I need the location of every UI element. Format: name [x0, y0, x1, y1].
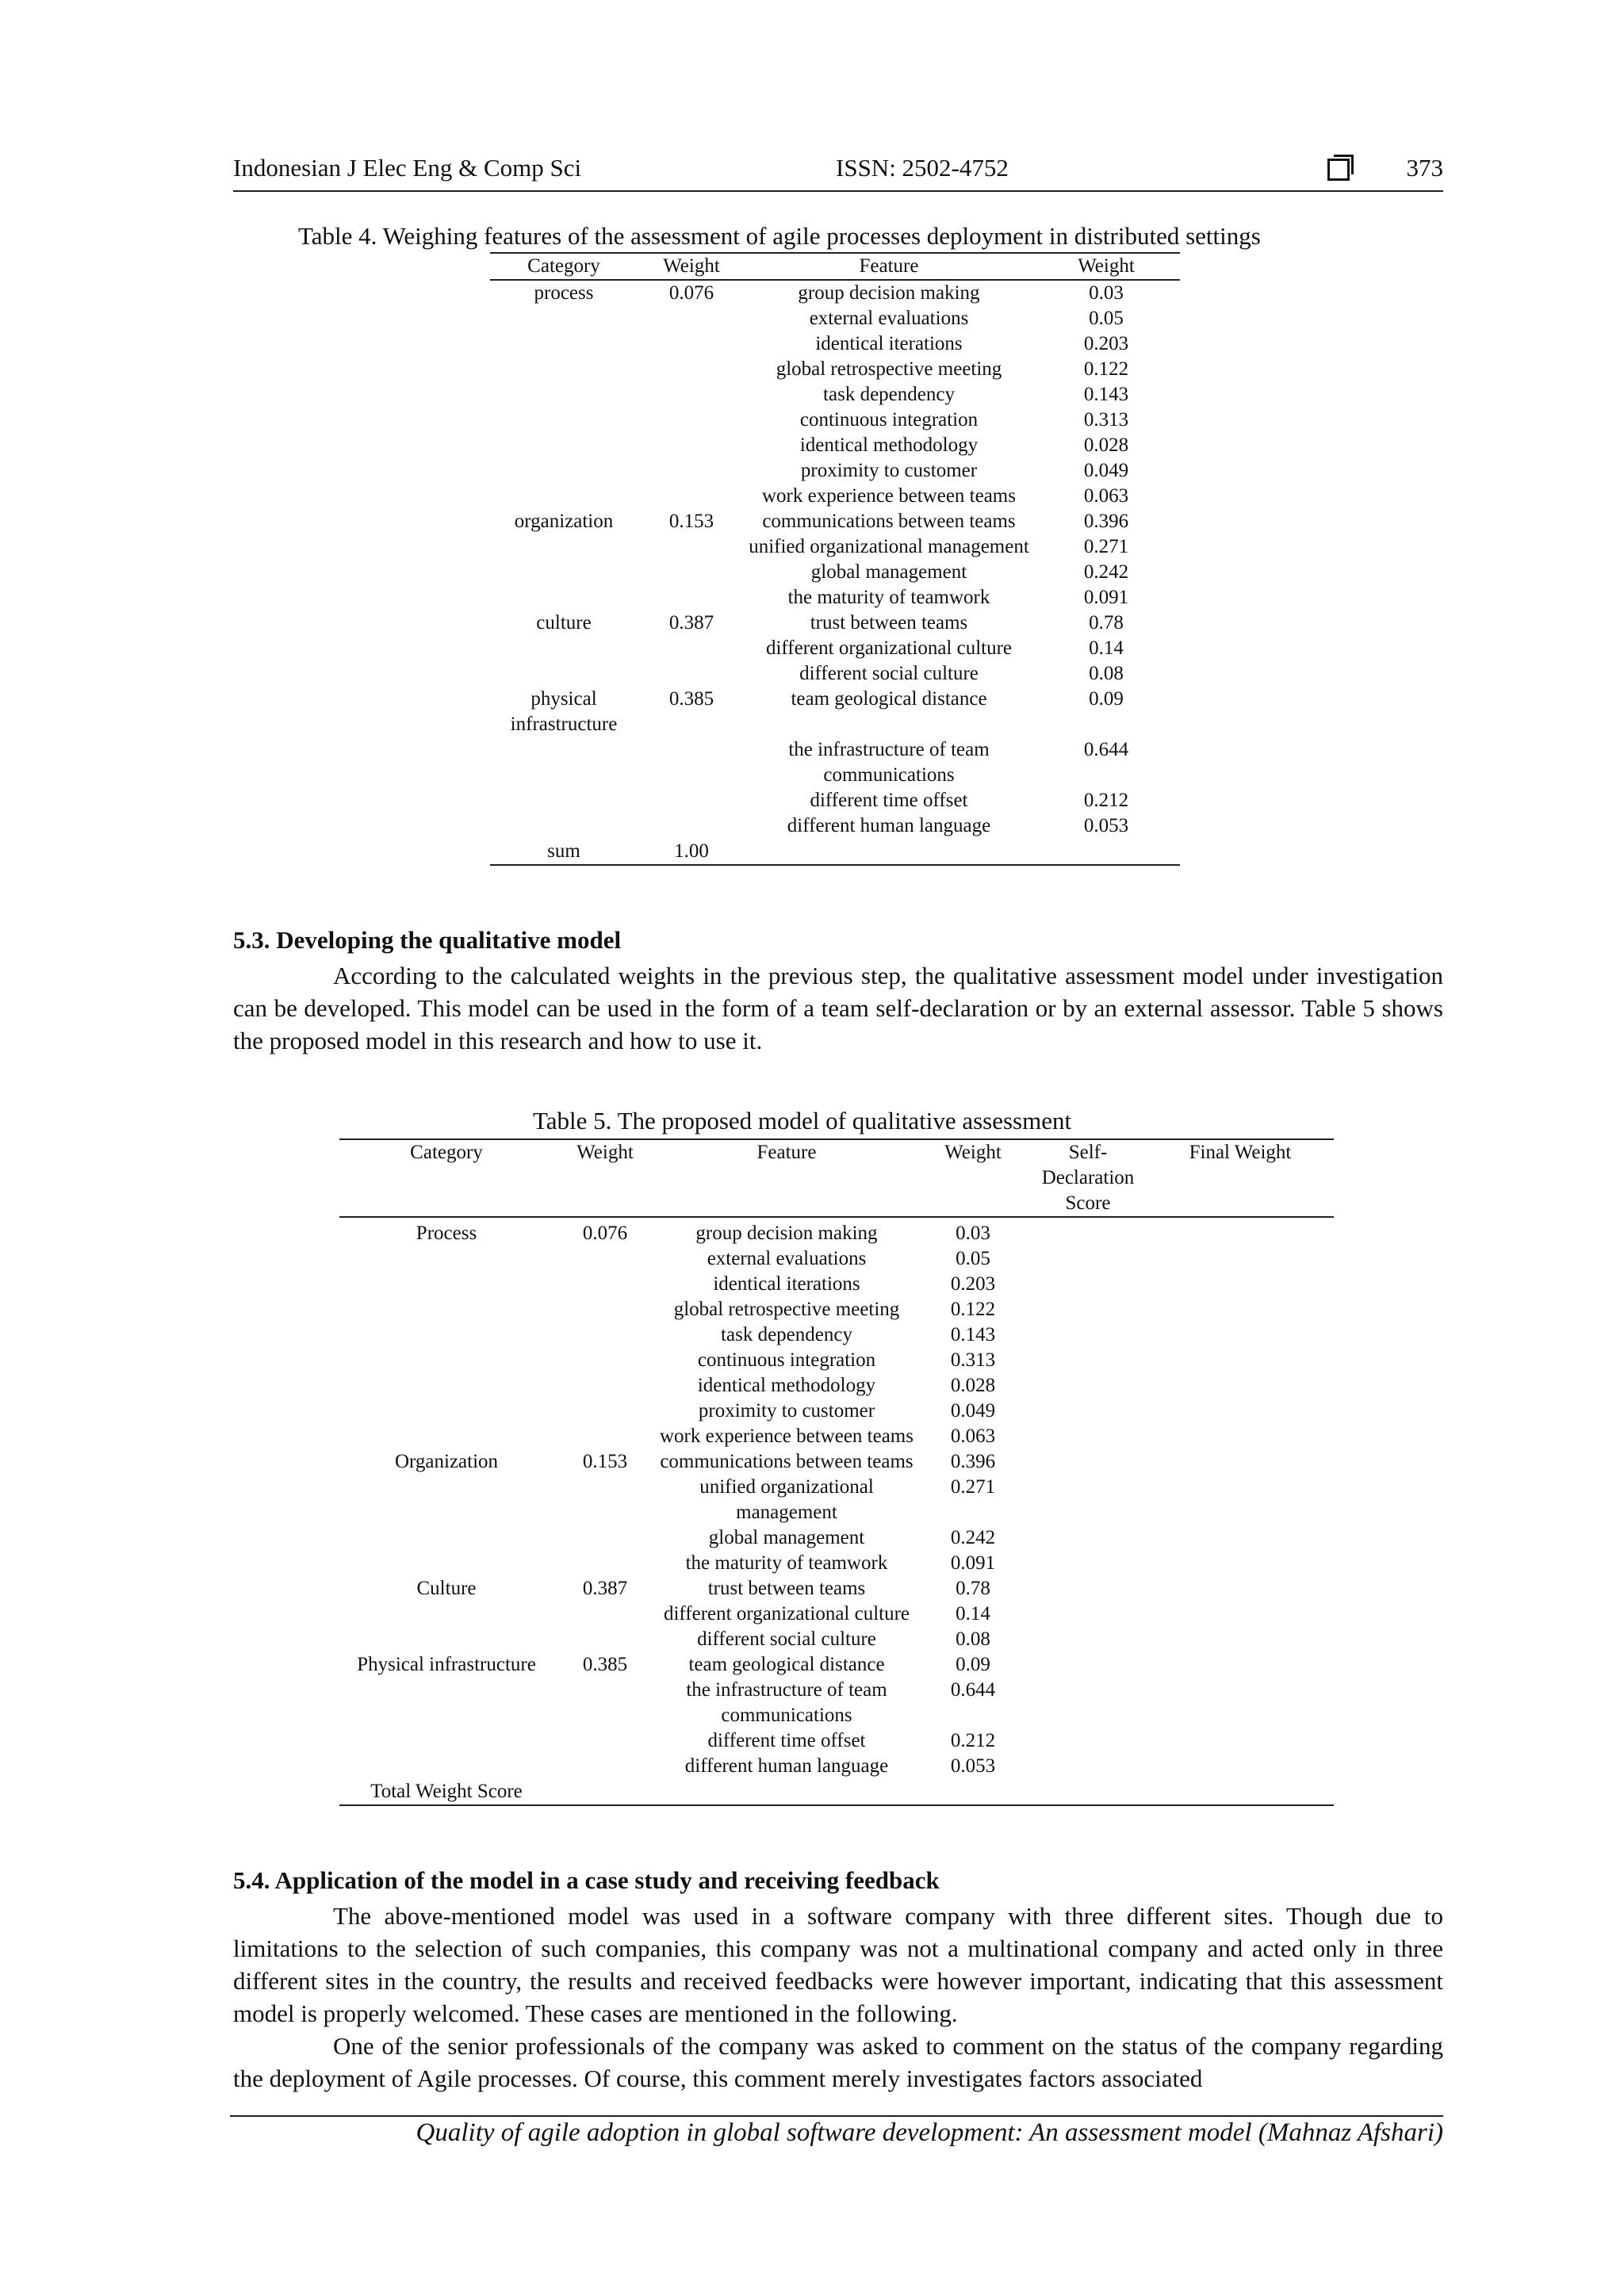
- table-row: [490, 280, 1180, 306]
- table5-cell: trust between teams: [707, 1578, 866, 1599]
- table5-cell: global retrospective meeting: [673, 1299, 900, 1320]
- table4-cell: 0.05: [1089, 308, 1124, 329]
- table-row: [490, 636, 1180, 661]
- table-row: [339, 1652, 1334, 1678]
- table4-cell: [638, 331, 745, 357]
- table4-cell: organization: [514, 511, 614, 532]
- table5-cell: 0.049: [950, 1400, 996, 1422]
- table4-cell: different time offset: [810, 790, 968, 811]
- table5-cell: [1147, 1348, 1334, 1373]
- table4-cell: [638, 357, 745, 382]
- table4-cell: culture: [536, 612, 592, 633]
- table-row: [490, 839, 1180, 865]
- table5-cell: [553, 1678, 657, 1728]
- table-row: [490, 788, 1180, 813]
- table5-cell: [1029, 1322, 1147, 1348]
- table-row: [339, 1551, 1334, 1576]
- table-row: [490, 306, 1180, 331]
- table5-cell: [1029, 1551, 1147, 1576]
- table4-cell: 0.08: [1089, 663, 1124, 684]
- table4: [490, 252, 1180, 866]
- table-row: [490, 408, 1180, 433]
- table5-cell: task dependency: [721, 1324, 852, 1345]
- footer-rule: [230, 2115, 1443, 2117]
- table4-cell: [490, 737, 638, 788]
- table4-cell: unified organizational management: [749, 536, 1029, 557]
- table4-cell: [638, 737, 745, 788]
- table5-cell: identical iterations: [713, 1273, 860, 1295]
- table5-cell: [1147, 1551, 1334, 1576]
- table5-cell: [1147, 1399, 1334, 1424]
- table-row: [339, 1728, 1334, 1754]
- box-icon: [1327, 159, 1350, 181]
- table5-cell: 0.387: [582, 1578, 628, 1599]
- table4-cell: 0.063: [1083, 485, 1129, 507]
- table5-cell: [553, 1728, 657, 1754]
- table5-cell: [1029, 1373, 1147, 1399]
- table5-cell: unified organizational management: [699, 1476, 874, 1523]
- table4-cell: task dependency: [823, 384, 955, 405]
- table5-cell: [339, 1754, 553, 1779]
- table5-cell: [1147, 1627, 1334, 1652]
- table5: [339, 1138, 1334, 1806]
- table4-header-0: Category: [490, 253, 638, 280]
- table5-header-5: Final Weight: [1147, 1139, 1334, 1217]
- table4-cell: 0.03: [1089, 282, 1124, 304]
- table5-cell: [1147, 1272, 1334, 1297]
- table5-cell: the infrastructure of team communications: [686, 1679, 887, 1726]
- table5-cell: 0.385: [582, 1654, 628, 1675]
- section-5-4-heading: 5.4. Application of the model in a case study and receiving feedback: [233, 1866, 940, 1894]
- table5-cell: team geological distance: [688, 1654, 885, 1675]
- table4-cell: [1032, 839, 1180, 865]
- table5-cell: 0.063: [950, 1425, 996, 1447]
- table5-cell: [917, 1779, 1029, 1805]
- table4-cell: [490, 306, 638, 331]
- table4-cell: 0.076: [668, 282, 714, 304]
- table-row: [339, 1322, 1334, 1348]
- table5-cell: [553, 1322, 657, 1348]
- table4-cell: different organizational culture: [765, 637, 1013, 659]
- table-row: [490, 661, 1180, 687]
- section-5-4-paragraph-1: The above-mentioned model was used in a software company with three different sites. Though due to limitations to the selection of such companies, this company was not a multinational company and acted only in three different sites in the country, the results and received feedbacks were however important, indicating that this assessment model is properly welcomed. These cases are mentioned in the following.: [233, 1902, 1443, 2027]
- table4-cell: [490, 813, 638, 839]
- table5-cell: 0.091: [950, 1552, 996, 1574]
- table5-cell: [339, 1322, 553, 1348]
- table5-cell: Organization: [394, 1451, 499, 1472]
- table4-cell: [490, 458, 638, 484]
- table-row: [490, 560, 1180, 585]
- table5-cell: different human language: [684, 1755, 889, 1777]
- table5-cell: [553, 1475, 657, 1525]
- table4-cell: external evaluations: [809, 308, 969, 329]
- table-row: [490, 737, 1180, 788]
- table4-cell: [490, 585, 638, 610]
- table5-cell: [1029, 1525, 1147, 1551]
- table5-cell: [1029, 1217, 1147, 1246]
- table5-header-1: Weight: [553, 1139, 657, 1217]
- table5-cell: 0.212: [950, 1730, 996, 1751]
- table5-cell: [553, 1348, 657, 1373]
- table4-cell: the maturity of teamwork: [787, 587, 990, 608]
- table5-cell: [1147, 1779, 1334, 1805]
- table4-cell: [638, 484, 745, 509]
- table4-cell: [638, 306, 745, 331]
- table4-cell: 0.385: [668, 688, 714, 710]
- table5-cell: Culture: [416, 1578, 477, 1599]
- table4-cell: 1.00: [674, 840, 709, 862]
- table5-cell: [1029, 1399, 1147, 1424]
- table4-cell: [490, 357, 638, 382]
- table5-cell: [553, 1525, 657, 1551]
- table5-cell: [1147, 1678, 1334, 1728]
- table-row: [339, 1601, 1334, 1627]
- table4-cell: 0.78: [1089, 612, 1124, 633]
- table-row: [339, 1475, 1334, 1525]
- table5-cell: communications between teams: [660, 1451, 914, 1472]
- table5-cell: [339, 1525, 553, 1551]
- table5-cell: external evaluations: [707, 1248, 867, 1269]
- table5-cell: [553, 1373, 657, 1399]
- table5-cell: 0.08: [956, 1628, 990, 1650]
- table4-cell: global retrospective meeting: [776, 358, 1002, 380]
- table5-cell: [553, 1601, 657, 1627]
- table4-header-1: Weight: [638, 253, 745, 280]
- table4-cell: identical methodology: [799, 434, 979, 456]
- table5-cell: [553, 1246, 657, 1272]
- table5-cell: [1029, 1754, 1147, 1779]
- table-row: [339, 1754, 1334, 1779]
- table5-cell: [1029, 1348, 1147, 1373]
- table4-header-3: Weight: [1032, 253, 1180, 280]
- table5-cell: [339, 1424, 553, 1449]
- table5-cell: [1029, 1601, 1147, 1627]
- table4-caption: Table 4. Weighing features of the assessment of agile processes deployment in distributed settings: [298, 222, 1261, 250]
- table5-cell: group decision making: [695, 1223, 878, 1244]
- table5-cell: [553, 1551, 657, 1576]
- table5-cell: 0.271: [950, 1476, 996, 1498]
- table4-cell: 0.203: [1083, 333, 1129, 354]
- table-row: [339, 1246, 1334, 1272]
- table5-cell: 0.14: [956, 1603, 990, 1624]
- table5-cell: [339, 1475, 553, 1525]
- table5-cell: [1147, 1728, 1334, 1754]
- table5-cell: [1029, 1246, 1147, 1272]
- table5-cell: [1147, 1576, 1334, 1601]
- table5-cell: [1029, 1272, 1147, 1297]
- table-row: [490, 484, 1180, 509]
- table5-cell: 0.028: [950, 1375, 996, 1396]
- table4-cell: [638, 661, 745, 687]
- table4-cell: [638, 585, 745, 610]
- table4-cell: [490, 661, 638, 687]
- table4-cell: 0.212: [1083, 790, 1129, 811]
- table4-cell: 0.644: [1083, 739, 1129, 760]
- table-row: [490, 610, 1180, 636]
- table5-cell: [1029, 1728, 1147, 1754]
- table5-cell: [1147, 1754, 1334, 1779]
- table5-cell: [553, 1627, 657, 1652]
- table5-cell: [553, 1779, 657, 1805]
- table4-cell: 0.09: [1089, 688, 1124, 710]
- table5-cell: 0.143: [950, 1324, 996, 1345]
- table4-cell: [490, 560, 638, 585]
- table5-cell: [1147, 1525, 1334, 1551]
- table5-header-0: Category: [339, 1139, 553, 1217]
- page-number: 373: [1406, 154, 1443, 182]
- table5-cell: [1147, 1449, 1334, 1475]
- table4-cell: proximity to customer: [800, 460, 978, 481]
- table-row: [339, 1348, 1334, 1373]
- table5-cell: 0.242: [950, 1527, 996, 1548]
- table5-cell: [1029, 1678, 1147, 1728]
- journal-name: Indonesian J Elec Eng & Comp Sci: [233, 154, 582, 182]
- table5-cell: 0.03: [956, 1223, 990, 1244]
- table5-cell: [1029, 1475, 1147, 1525]
- table4-cell: [490, 534, 638, 560]
- table5-cell: 0.122: [950, 1299, 996, 1320]
- table5-cell: [1147, 1246, 1334, 1272]
- table5-cell: [1147, 1652, 1334, 1678]
- table4-cell: [638, 408, 745, 433]
- table5-cell: 0.153: [582, 1451, 628, 1472]
- table4-cell: [638, 534, 745, 560]
- table5-cell: [339, 1348, 553, 1373]
- running-header: [233, 154, 1443, 192]
- table4-cell: [638, 813, 745, 839]
- table-row: [339, 1779, 1334, 1805]
- table4-cell: group decision making: [798, 282, 980, 304]
- table5-cell: [339, 1728, 553, 1754]
- table-row: [339, 1297, 1334, 1322]
- table4-cell: [490, 433, 638, 458]
- table4-cell: [638, 560, 745, 585]
- table4-cell: identical iterations: [815, 333, 963, 354]
- table5-cell: [1029, 1576, 1147, 1601]
- table4-cell: [490, 484, 638, 509]
- table5-cell: [657, 1779, 917, 1805]
- table4-cell: [490, 331, 638, 357]
- table4-cell: process: [534, 282, 594, 304]
- table4-cell: physical infrastructure: [510, 688, 618, 735]
- table5-cell: 0.05: [956, 1248, 990, 1269]
- table5-cell: different social culture: [697, 1628, 876, 1650]
- table-row: [339, 1678, 1334, 1728]
- table4-cell: communications between teams: [762, 511, 1016, 532]
- table4-cell: 0.049: [1083, 460, 1129, 481]
- table4-cell: different social culture: [799, 663, 979, 684]
- table4-cell: the infrastructure of team communications: [788, 739, 990, 786]
- table5-header-2: Feature: [657, 1139, 917, 1217]
- table5-cell: [339, 1601, 553, 1627]
- table-row: [339, 1627, 1334, 1652]
- table4-cell: 0.242: [1083, 561, 1129, 583]
- table5-cell: Physical infrastructure: [357, 1654, 536, 1675]
- table4-cell: [490, 408, 638, 433]
- table4-cell: [638, 788, 745, 813]
- table-row: [490, 585, 1180, 610]
- table5-cell: [553, 1754, 657, 1779]
- table5-cell: Process: [416, 1223, 477, 1244]
- table5-cell: [339, 1297, 553, 1322]
- table4-cell: trust between teams: [810, 612, 968, 633]
- table4-cell: [745, 839, 1032, 865]
- table-row: [339, 1576, 1334, 1601]
- running-footer: Quality of agile adoption in global software development: An assessment model (Mahnaz Afshari): [416, 2118, 1443, 2147]
- table4-cell: [638, 636, 745, 661]
- table-row: [490, 458, 1180, 484]
- table5-cell: [1029, 1297, 1147, 1322]
- table4-cell: 0.14: [1089, 637, 1124, 659]
- table4-cell: 0.053: [1083, 815, 1129, 836]
- table5-cell: 0.09: [956, 1654, 990, 1675]
- table5-cell: global management: [708, 1527, 865, 1548]
- table5-cell: 0.203: [950, 1273, 996, 1295]
- table5-cell: [1147, 1475, 1334, 1525]
- table5-cell: work experience between teams: [660, 1425, 914, 1447]
- table5-cell: [339, 1373, 553, 1399]
- section-5-4-paragraph-2: One of the senior professionals of the company was asked to comment on the status of the company regarding the deployment of Agile processes. Of course, this comment merely investigates factors associated: [233, 2032, 1443, 2092]
- table4-cell: 0.271: [1083, 536, 1129, 557]
- table4-cell: different human language: [787, 815, 991, 836]
- table5-cell: [339, 1627, 553, 1652]
- table-row: [490, 534, 1180, 560]
- table5-cell: [1029, 1424, 1147, 1449]
- table-row: [339, 1449, 1334, 1475]
- table4-cell: [638, 382, 745, 408]
- table5-cell: proximity to customer: [698, 1400, 875, 1422]
- table4-cell: 0.396: [1083, 511, 1129, 532]
- table5-cell: [1029, 1627, 1147, 1652]
- table5-cell: 0.313: [950, 1349, 996, 1371]
- table-row: [339, 1525, 1334, 1551]
- section-5-3-heading: 5.3. Developing the qualitative model: [233, 926, 622, 954]
- table4-cell: 0.143: [1083, 384, 1129, 405]
- table-row: [339, 1399, 1334, 1424]
- table5-cell: 0.053: [950, 1755, 996, 1777]
- table-row: [490, 509, 1180, 534]
- table5-cell: different organizational culture: [663, 1603, 910, 1624]
- table5-header-3: Weight: [917, 1139, 1029, 1217]
- table4-cell: sum: [547, 840, 580, 862]
- table4-cell: [490, 788, 638, 813]
- table4-cell: 0.387: [668, 612, 714, 633]
- table5-cell: [1147, 1424, 1334, 1449]
- table4-header-2: Feature: [745, 253, 1032, 280]
- table4-cell: 0.153: [668, 511, 714, 532]
- table5-cell: [339, 1246, 553, 1272]
- table4-cell: work experience between teams: [762, 485, 1016, 507]
- table5-cell: [339, 1678, 553, 1728]
- table5-cell: [553, 1272, 657, 1297]
- table-row: [490, 687, 1180, 737]
- table4-cell: 0.122: [1083, 358, 1129, 380]
- table5-cell: different time offset: [707, 1730, 866, 1751]
- table-row: [490, 813, 1180, 839]
- table-row: [339, 1424, 1334, 1449]
- table5-cell: [339, 1551, 553, 1576]
- table-row: [490, 382, 1180, 408]
- table5-cell: [1029, 1779, 1147, 1805]
- table-row: [490, 331, 1180, 357]
- table-row: [339, 1217, 1334, 1246]
- table5-cell: [553, 1424, 657, 1449]
- table5-cell: 0.78: [956, 1578, 990, 1599]
- table5-caption: Table 5. The proposed model of qualitative assessment: [533, 1107, 1072, 1135]
- table4-cell: continuous integration: [799, 409, 979, 430]
- table5-cell: [339, 1399, 553, 1424]
- table4-cell: 0.313: [1083, 409, 1129, 430]
- table5-cell: 0.396: [950, 1451, 996, 1472]
- table5-cell: [1029, 1652, 1147, 1678]
- table4-cell: [638, 458, 745, 484]
- table5-cell: [1029, 1449, 1147, 1475]
- section-5-3-paragraph: According to the calculated weights in the previous step, the qualitative assessment model under investigation can be developed. This model can be used in the form of a team self-declaration or by an external assessor. Table 5 shows the proposed model in this research and how to use it.: [233, 962, 1443, 1054]
- table5-cell: 0.644: [950, 1679, 996, 1701]
- table-row: [490, 357, 1180, 382]
- table-row: [490, 433, 1180, 458]
- table4-cell: team geological distance: [791, 688, 987, 710]
- table4-cell: 0.028: [1083, 434, 1129, 456]
- table5-cell: [339, 1272, 553, 1297]
- table5-cell: [1147, 1601, 1334, 1627]
- issn: ISSN: 2502-4752: [836, 154, 1009, 182]
- table5-cell: [553, 1297, 657, 1322]
- table5-cell: [553, 1399, 657, 1424]
- table5-cell: continuous integration: [697, 1349, 876, 1371]
- table4-cell: [638, 433, 745, 458]
- table-row: [339, 1272, 1334, 1297]
- table5-cell: identical methodology: [697, 1375, 876, 1396]
- table5-cell: the maturity of teamwork: [685, 1552, 888, 1574]
- table5-cell: Total Weight Score: [370, 1781, 523, 1802]
- table4-cell: global management: [810, 561, 967, 583]
- table5-cell: [1147, 1217, 1334, 1246]
- table5-cell: [1147, 1373, 1334, 1399]
- table5-cell: 0.076: [582, 1223, 628, 1244]
- table4-cell: [490, 636, 638, 661]
- table5-cell: [1147, 1297, 1334, 1322]
- table5-cell: [1147, 1322, 1334, 1348]
- table-row: [339, 1373, 1334, 1399]
- table5-header-4: Self-Declaration Score: [1029, 1139, 1147, 1217]
- table4-cell: [490, 382, 638, 408]
- table4-cell: 0.091: [1083, 587, 1129, 608]
